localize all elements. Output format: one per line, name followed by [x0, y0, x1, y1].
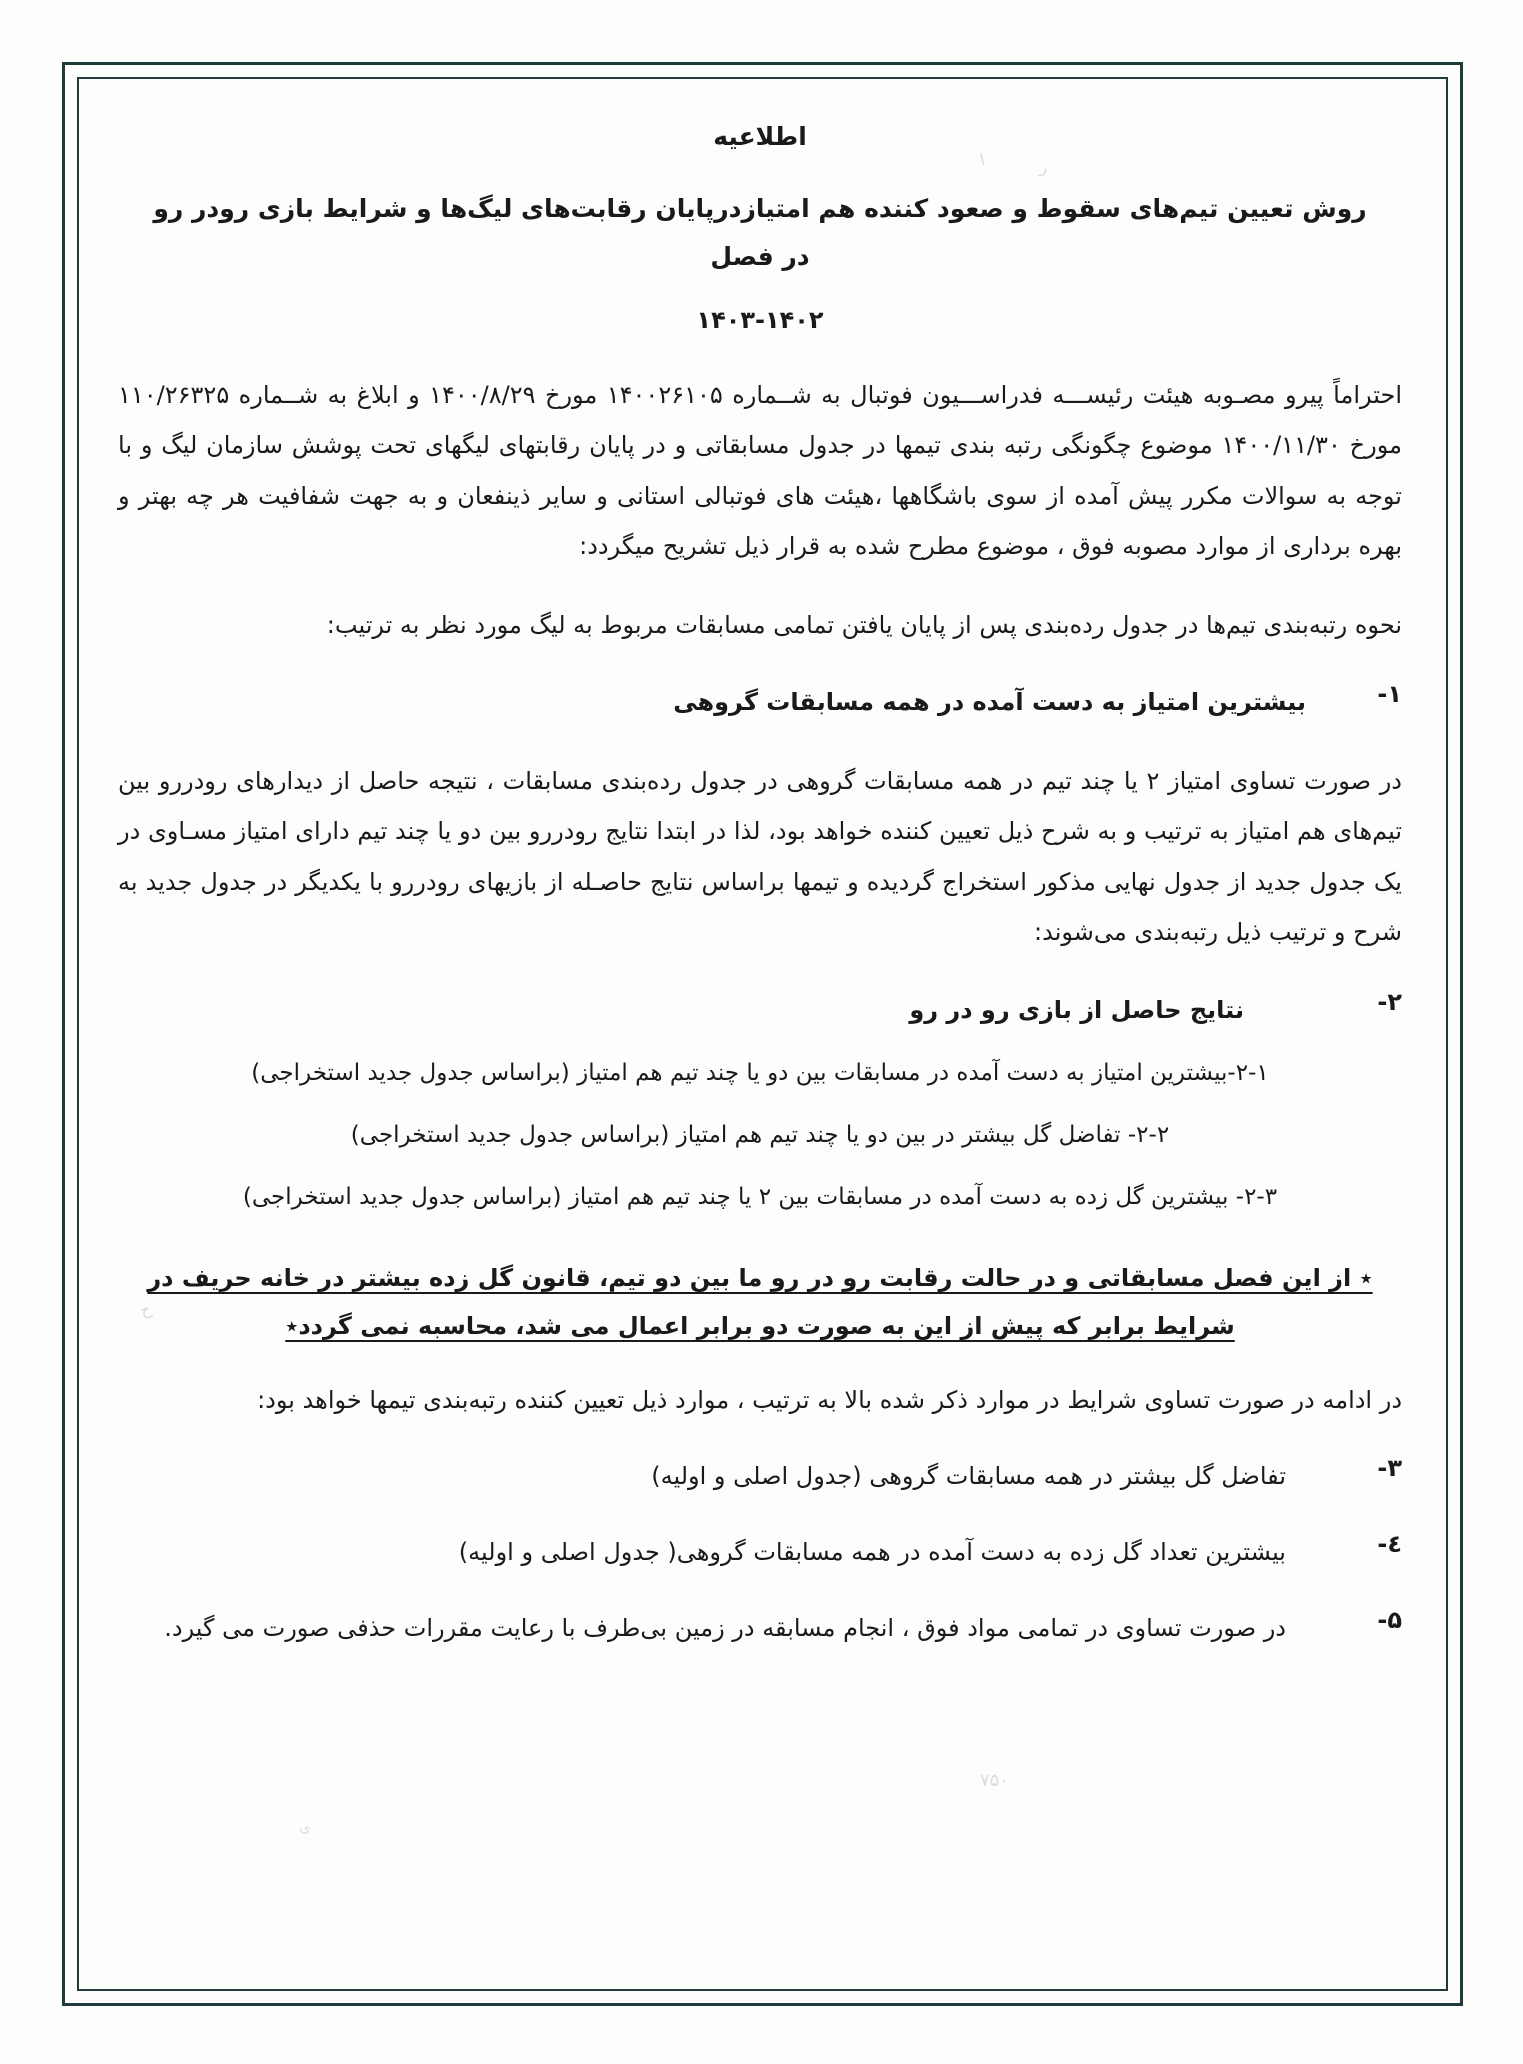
clause-2-subitem-1: ۲-۱-بیشترین امتیاز به دست آمده در مسابقات بین دو یا چند تیم هم امتیاز (براساس جدول جدید استخراجی): [251, 1059, 1269, 1086]
clause-2-title: نتایج حاصل از بازی رو در رو: [909, 995, 1244, 1024]
clause-5: [118, 1604, 1402, 1652]
clause-3: [118, 1452, 1402, 1500]
clause-1-title: بیشترین امتیاز به دست آمده در همه مسابقات گروهی: [673, 687, 1306, 716]
clause-4: [118, 1528, 1402, 1576]
star-note-line-2: شرایط برابر که پیش از این به صورت دو برابر اعمال می شد، محاسبه نمی گردد٭: [285, 1311, 1235, 1340]
clause-3-text: تفاضل گل بیشتر در همه مسابقات گروهی (جدول اصلی و اولیه): [651, 1461, 1286, 1490]
clause-2-heading: [118, 986, 1402, 1034]
star-note: [118, 1254, 1402, 1350]
clause-1-number: ۱-: [1377, 679, 1402, 708]
ranking-order-note: نحوه رتبه‌بندی تیم‌ها در جدول رده‌بندی پس از پایان یافتن تمامی مسابقات مربوط به لیگ مورد نظر به ترتیب:: [326, 610, 1402, 639]
scan-artifact-4: ی: [298, 1818, 313, 1838]
document-content: [100, 96, 1420, 1652]
page-title: اطلاعیه: [713, 122, 807, 151]
clause-1-body: در صورت تساوی امتیاز ۲ یا چند تیم در همه مسابقات گروهی در جدول رده‌بندی مسابقات ، نتیجه حاصل از دیدارهای رودررو بین تیم‌های هم امتیاز به ترتیب و به شرح ذیل تعیین کننده خواهد بود، لذا در ابتدا نتایج رودررو بین دو یا چند تیم دارای امتیاز مسـاوی در یک جدول جدید از جدول نهایی مذکور استخراج گردیده و تیمها براساس نتایج حاصـله از بازیهای رودررو با یکدیگر در جدول جدید به شرح و ترتیب ذیل رتبه‌بندی می‌شوند:: [118, 766, 1402, 947]
scan-artifact-1: ا: [978, 149, 987, 170]
star-note-line-1: ٭ از این فصل مسابقاتی و در حالت رقابت رو در رو ما بین دو تیم، قانون گل زده بیشتر در خانه حریف در: [147, 1263, 1373, 1292]
clause-2-number: ۲-: [1377, 987, 1402, 1016]
clause-2-subitem-2: ۲-۲- تفاضل گل بیشتر در بین دو یا چند تیم هم امتیاز (براساس جدول جدید استخراجی): [350, 1121, 1170, 1148]
intro-paragraph: احتراماً پیرو مصـوبه هیئت رئیســـه فدراســـیون فوتبال به شــماره ۱۴۰۰۲۶۱۰۵ مورخ ۱۴۰۰/۸/۲۹ و ابلاغ به شــماره ۱۱۰/۲۶۳۲۵ مورخ ۱۴۰۰/۱۱/۳۰ موضوع چگونگی رتبه بندی تیمها در جدول مسابقاتی و در پایان رقابتهای لیگهای تحت پوشش سازمان لیگ و با توجه به سوالات مکرر پیش آمده از سوی باشگاهها ،هیئت های فوتبالی استانی و سایر ذینفعان و به جهت شفافیت هر چه بهتر و بهره برداری از موارد مصوبه فوق ، موضوع مطرح شده به قرار ذیل تشریح میگردد:: [118, 381, 1403, 561]
continuation-paragraph: در ادامه در صورت تساوی شرایط در موارد ذکر شده بالا به ترتیب ، موارد ذیل تعیین کننده رتبه‌بندی تیمها خواهد بود:: [257, 1385, 1402, 1414]
document-subtitle: روش تعیین تیم‌های سقوط و صعود کننده هم امتیازدرپایان رقابت‌های لیگ‌ها و شرایط بازی رودر رو در فصل: [153, 194, 1367, 271]
clause-4-text: بیشترین تعداد گل زده به دست آمده در همه مسابقات گروهی( جدول اصلی و اولیه): [458, 1537, 1286, 1566]
clause-5-text: در صورت تساوی در تمامی مواد فوق ، انجام مسابقه در زمین بی‌طرف با رعایت مقررات حذفی صورت می گیرد.: [164, 1613, 1286, 1642]
clause-1-heading: [118, 678, 1402, 726]
clause-2-subitem-3: ۲-۳- بیشترین گل زده به دست آمده در مسابقات بین ۲ یا چند تیم هم امتیاز (براساس جدول جدید استخراجی): [242, 1183, 1278, 1210]
scan-artifact-2: ر: [1038, 157, 1050, 178]
scan-artifact-5: ٧۵٠: [980, 1770, 1010, 1791]
scan-artifact-3: ح: [137, 1298, 154, 1321]
document-season: ۱۴۰۳-۱۴۰۲: [696, 306, 824, 334]
clause-3-number: ۳-: [1377, 1453, 1402, 1482]
clause-5-number: ۵-: [1377, 1605, 1402, 1634]
clause-4-number: ٤-: [1377, 1529, 1402, 1558]
